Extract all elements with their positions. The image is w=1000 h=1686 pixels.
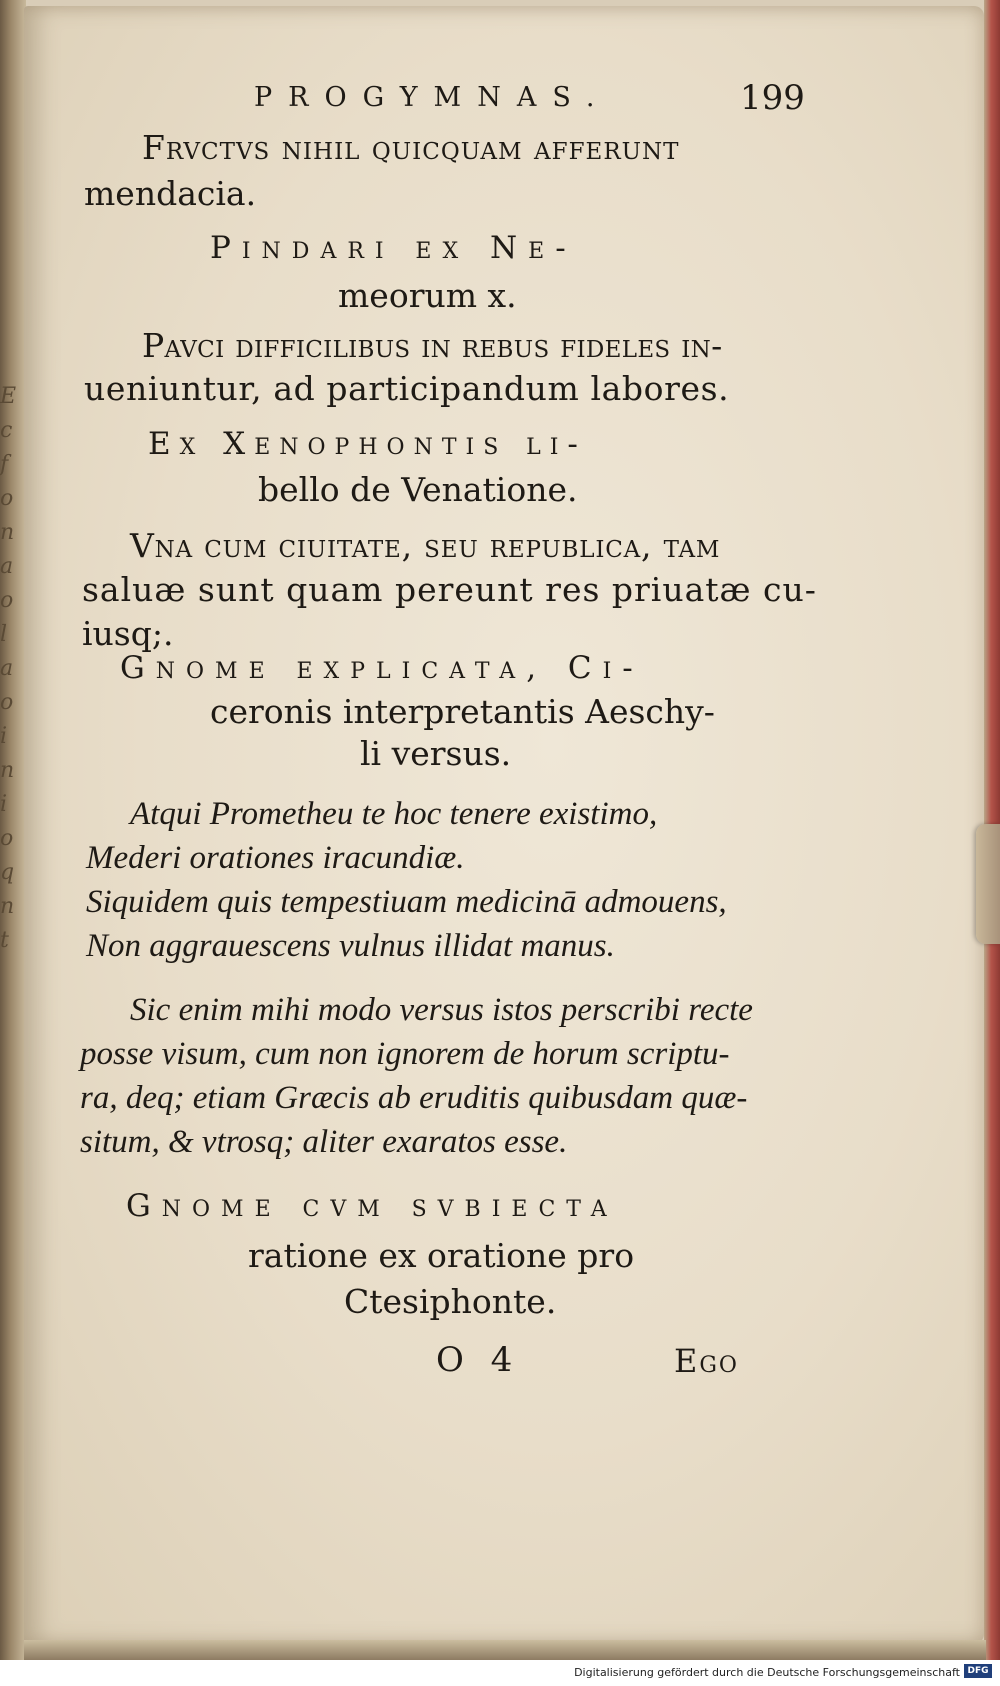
- text-line: Frvctvs nihil quicquam afferunt: [142, 128, 680, 167]
- verse-line: Mederi orationes iracundiæ.: [86, 840, 465, 876]
- verse-line: Siquidem quis tempestiuam medicinā admouens,: [86, 884, 727, 920]
- text-line: ueniuntur, ad participandum labores.: [84, 369, 730, 408]
- italic-text-line: ra, deq; etiam Græcis ab eruditis quibusdam quæ-: [80, 1080, 748, 1116]
- section-heading: Gnome cvm svbiecta: [126, 1188, 618, 1224]
- page-tab: [976, 824, 1000, 944]
- section-heading: Ex Xenophontis li-: [148, 426, 587, 462]
- section-heading: ratione ex oratione pro: [248, 1236, 635, 1275]
- book-page: [24, 6, 984, 1644]
- section-heading: Pindari ex Ne-: [210, 230, 577, 266]
- section-heading: bello de Venatione.: [258, 470, 578, 509]
- italic-text-line: situm, & vtrosq; aliter exaratos esse.: [80, 1124, 568, 1160]
- dfg-logo-icon: DFG: [964, 1664, 992, 1678]
- signature-mark: O 4: [436, 1340, 521, 1380]
- catchword: Ego: [674, 1342, 739, 1380]
- facing-page-fragment: Ecfonaolaoinioqnt: [0, 384, 17, 953]
- verse-line: Atqui Prometheu te hoc tenere existimo,: [130, 796, 658, 832]
- text-line: iusq;.: [82, 614, 174, 653]
- page-number: 199: [740, 78, 805, 118]
- italic-text-line: posse visum, cum non ignorem de horum scriptu-: [80, 1036, 730, 1072]
- digitization-credit: Digitalisierung gefördert durch die Deutsche Forschungsgemeinschaft: [574, 1666, 960, 1679]
- section-heading: li versus.: [360, 734, 512, 773]
- section-heading: ceronis interpretantis Aeschy-: [210, 692, 715, 731]
- text-line: Vna cum ciuitate, seu republica, tam: [130, 526, 721, 565]
- italic-text-line: Sic enim mihi modo versus istos perscribi recte: [130, 992, 753, 1028]
- text-line: saluæ sunt quam pereunt res priuatæ cu-: [82, 570, 817, 609]
- section-heading: meorum x.: [338, 276, 517, 315]
- text-line: Pavci difficilibus in rebus fideles in-: [142, 326, 723, 365]
- section-heading: Gnome explicata, Ci-: [120, 650, 644, 686]
- running-head-title: PROGYMNAS.: [254, 82, 611, 113]
- text-line: mendacia.: [84, 174, 257, 213]
- section-heading: Ctesiphonte.: [344, 1282, 557, 1321]
- verse-line: Non aggrauescens vulnus illidat manus.: [86, 928, 615, 964]
- book-bottom-edge: [24, 1640, 986, 1660]
